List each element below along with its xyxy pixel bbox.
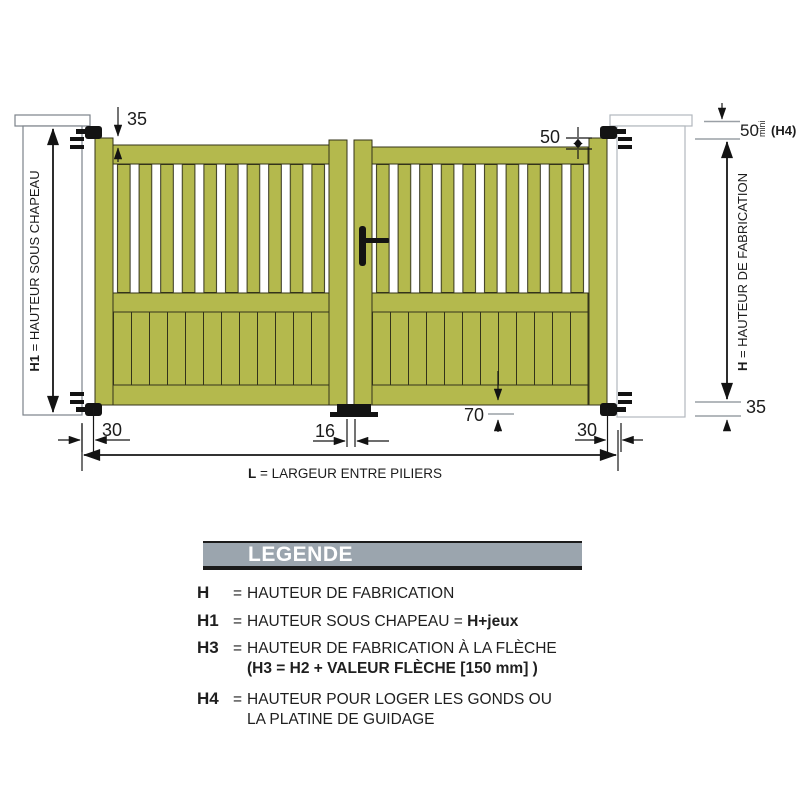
legend-eq: = xyxy=(233,640,243,657)
right-pillar-cap xyxy=(610,115,692,126)
right-leaf-top-rail xyxy=(372,147,588,164)
dim-30-right-value: 30 xyxy=(577,420,598,440)
dim-h4-50-mini xyxy=(695,103,796,140)
right-leaf-balusters xyxy=(372,164,588,293)
gate-left-leaf xyxy=(95,138,347,405)
dim-h4-ref-label: (H4) xyxy=(771,123,797,138)
legend-item-h xyxy=(197,583,454,603)
left-leaf-middle-rail xyxy=(113,293,329,312)
left-leaf-top-rail xyxy=(113,145,329,164)
legend-eq: = xyxy=(233,691,243,708)
legend-header xyxy=(203,541,582,570)
left-leaf-bottom-rail xyxy=(113,385,329,405)
dim-16-value: 16 xyxy=(315,421,336,441)
right-leaf-center-stile xyxy=(354,140,372,405)
dim-h-height xyxy=(727,142,750,399)
left-leaf-hinge-stile xyxy=(95,138,113,405)
legend-eq: = xyxy=(233,585,243,602)
dim-50-top-value: 50 xyxy=(539,127,560,147)
legend-term-h4: H4 xyxy=(197,689,219,708)
right-leaf-lower-boards xyxy=(372,312,588,385)
legend-text-h1: HAUTEUR SOUS CHAPEAU = xyxy=(247,613,468,630)
dim-30-left-value: 30 xyxy=(102,420,123,440)
legend-subtext-h4: LA PLATINE DE GUIDAGE xyxy=(247,711,435,728)
legend-text-h1-bold: H+jeux xyxy=(467,613,519,630)
right-leaf-hinge-stile xyxy=(589,138,607,405)
dim-16-gap xyxy=(313,419,389,447)
right-pillar xyxy=(610,115,692,417)
gate-right-leaf xyxy=(354,138,607,405)
right-leaf-bottom-rail xyxy=(372,385,588,405)
dim-35-bottom xyxy=(695,397,766,431)
right-leaf-middle-rail xyxy=(372,293,588,312)
dim-35-top-value: 35 xyxy=(127,109,148,129)
legend-item-h4 xyxy=(197,689,552,709)
legend-item-h1 xyxy=(197,611,518,631)
legend-text-h3: HAUTEUR DE FABRICATION À LA FLÈCHE xyxy=(247,640,557,657)
legend-eq: = xyxy=(233,613,243,630)
legend-title: LEGENDE xyxy=(248,543,354,566)
left-pillar-cap xyxy=(15,115,90,126)
ground-stop-icon xyxy=(330,404,378,417)
left-leaf-center-stile xyxy=(329,140,347,405)
dim-h4-value: 50 xyxy=(740,121,759,140)
h-label: H = HAUTEUR DE FABRICATION xyxy=(735,172,750,372)
legend-term-h: H xyxy=(197,583,210,602)
left-leaf-balusters xyxy=(113,164,329,293)
dim-35-bottom-value: 35 xyxy=(746,397,767,417)
dim-h4-mini-label: mini xyxy=(757,120,767,137)
legend-text-h: HAUTEUR DE FABRICATION xyxy=(247,585,455,602)
legend-subtext-h3: (H3 = H2 + VALEUR FLÈCHE [150 mm] ) xyxy=(247,660,538,677)
l-label: L = LARGEUR ENTRE PILIERS xyxy=(248,466,442,481)
legend-term-h3: H3 xyxy=(197,638,219,657)
legend-item-h3 xyxy=(197,638,557,658)
dim-70-value: 70 xyxy=(463,405,484,425)
h1-label: H1 = HAUTEUR SOUS CHAPEAU xyxy=(27,170,42,372)
right-pillar-body xyxy=(617,126,685,417)
left-leaf-lower-boards xyxy=(113,312,329,385)
legend-term-h1: H1 xyxy=(197,611,219,630)
dim-l-width xyxy=(82,424,618,481)
legend-text-h4: HAUTEUR POUR LOGER LES GONDS OU xyxy=(247,691,552,708)
